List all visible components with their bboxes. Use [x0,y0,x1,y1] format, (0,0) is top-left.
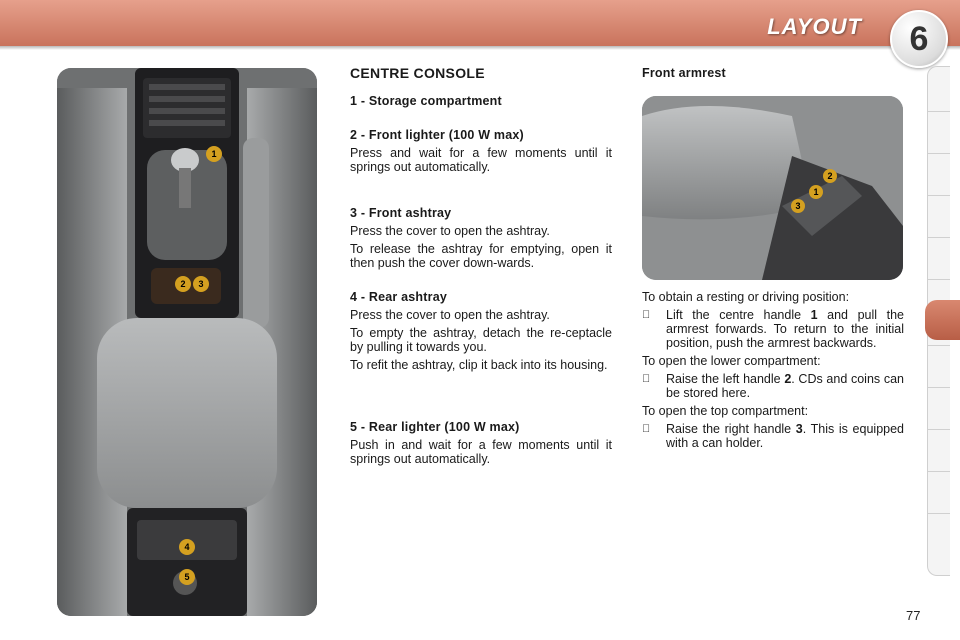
armrest-label-2: 2 [827,171,833,181]
item-2-text: Press and wait for a few moments until it springs out automatically. [350,146,612,174]
console-label-5: 5 [184,572,190,582]
item-3-text-1: Press the cover to open the ashtray. [350,224,550,238]
item-4-heading: 4 - Rear ashtray [350,290,447,304]
header-shadow [0,46,960,50]
front-armrest-column [642,66,904,454]
armrest-heading: Front armrest [642,66,726,80]
item-4-text-1: Press the cover to open the ashtray. [350,308,550,322]
armrest-label-1: 1 [813,187,819,197]
item-4-text-2: To empty the ashtray, detach the re-ceptacle by pulling it towards you. [350,326,612,354]
armrest-bullet-2: Raise the left handle 2. CDs and coins can be stored here. [642,372,904,400]
bullet-mark-icon [642,372,666,400]
item-4-text-3: To refit the ashtray, clip it back into its housing. [350,358,608,372]
bullet-mark-icon [642,308,666,350]
top-compartment-intro: To open the top compartment: [642,404,809,418]
lower-compartment-intro: To open the lower compartment: [642,354,821,368]
console-label-4: 4 [184,542,190,552]
item-5-text: Push in and wait for a few moments until it springs out automatically. [350,438,612,466]
chapter-title: LAYOUT [767,14,862,39]
item-1-heading: 1 - Storage compartment [350,94,502,108]
armrest-label-3: 3 [795,201,801,211]
active-chapter-tab[interactable] [925,300,960,340]
armrest-bullet-3: Raise the right handle 3. This is equipped with a can holder. [642,422,904,450]
item-5-heading: 5 - Rear lighter (100 W max) [350,420,520,434]
item-3-text-2: To release the ashtray for emptying, open it then push the cover down-wards. [350,242,612,270]
console-label-2: 2 [180,279,186,289]
section-title: CENTRE CONSOLE [350,65,485,81]
item-2-heading: 2 - Front lighter (100 W max) [350,128,524,142]
front-armrest-photo [642,96,903,280]
armrest-intro: To obtain a resting or driving position: [642,290,850,304]
chapter-number-badge: 6 [890,10,948,68]
item-3-heading: 3 - Front ashtray [350,206,452,220]
console-label-1: 1 [211,149,217,159]
bullet-mark-icon [642,422,666,450]
centre-console-photo [57,68,317,616]
console-label-3: 3 [198,279,204,289]
armrest-bullet-1: Lift the centre handle 1 and pull the armrest forwards. To return to the initial position, push the armrest backwards. [642,308,904,350]
page-number: 77 [906,608,921,623]
centre-console-column [350,66,612,470]
